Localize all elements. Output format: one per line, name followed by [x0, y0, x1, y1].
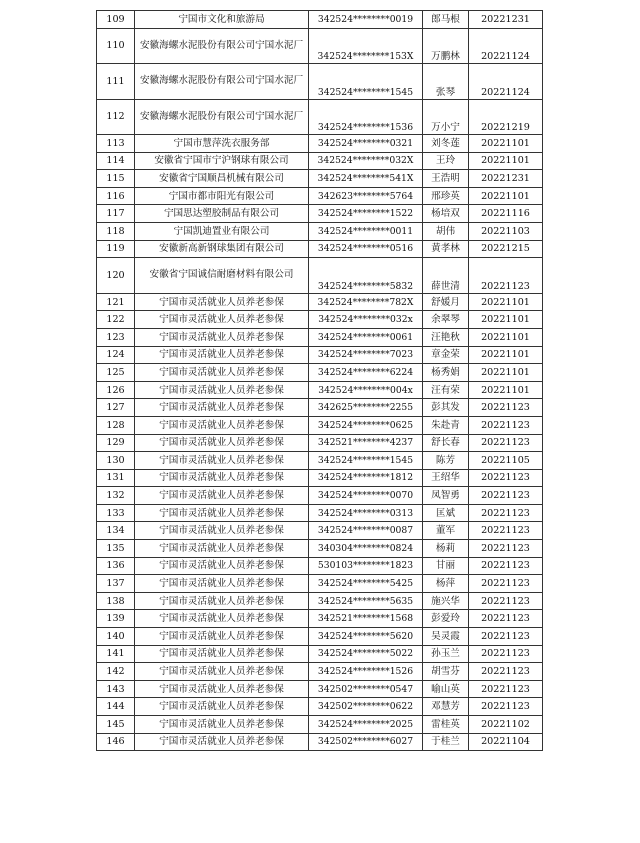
- unit-name-cell: 宁国市灵活就业人员养老参保: [135, 716, 309, 734]
- unit-name-cell: 宁国市灵活就业人员养老参保: [135, 610, 309, 628]
- row-number-cell: 125: [97, 364, 135, 382]
- id-number-cell: 342524********541X: [309, 170, 423, 188]
- table-row: [97, 328, 543, 346]
- date-cell: 20221101: [469, 346, 543, 364]
- id-number-cell: 530103********1823: [309, 557, 423, 575]
- row-number-cell: 121: [97, 293, 135, 311]
- unit-name-cell: 宁国市灵活就业人员养老参保: [135, 698, 309, 716]
- date-cell: 20221123: [469, 610, 543, 628]
- person-name-cell: 张琴: [423, 64, 469, 100]
- person-name-cell: 薛世清: [423, 258, 469, 294]
- date-cell: 20221123: [469, 434, 543, 452]
- table-row: [97, 258, 543, 294]
- person-name-cell: 甘丽: [423, 557, 469, 575]
- date-cell: 20221124: [469, 28, 543, 64]
- table-row: [97, 99, 543, 135]
- unit-name-cell: 安徽省宁国诚信耐磨材料有限公司: [135, 258, 309, 294]
- date-cell: 20221101: [469, 364, 543, 382]
- unit-name-cell: 宁国市灵活就业人员养老参保: [135, 364, 309, 382]
- unit-name-cell: 宁国市慧萍洗衣服务部: [135, 135, 309, 153]
- table-row: [97, 346, 543, 364]
- person-name-cell: 喻山英: [423, 680, 469, 698]
- row-number-cell: 144: [97, 698, 135, 716]
- unit-name-cell: 宁国市灵活就业人员养老参保: [135, 522, 309, 540]
- row-number-cell: 118: [97, 223, 135, 241]
- date-cell: 20221123: [469, 258, 543, 294]
- row-number-cell: 143: [97, 680, 135, 698]
- row-number-cell: 131: [97, 469, 135, 487]
- row-number-cell: 110: [97, 28, 135, 64]
- table-row: [97, 540, 543, 558]
- row-number-cell: 127: [97, 399, 135, 417]
- unit-name-cell: 宁国市都市阳光有限公司: [135, 187, 309, 205]
- row-number-cell: 112: [97, 99, 135, 135]
- person-name-cell: 邢珍英: [423, 187, 469, 205]
- person-name-cell: 邓慧芳: [423, 698, 469, 716]
- person-name-cell: 胡伟: [423, 223, 469, 241]
- person-name-cell: 万小宁: [423, 99, 469, 135]
- date-cell: 20221124: [469, 64, 543, 100]
- row-number-cell: 128: [97, 416, 135, 434]
- id-number-cell: 342524********1812: [309, 469, 423, 487]
- date-cell: 20221116: [469, 205, 543, 223]
- table-row: [97, 64, 543, 100]
- row-number-cell: 135: [97, 540, 135, 558]
- row-number-cell: 132: [97, 487, 135, 505]
- person-name-cell: 吴灵霞: [423, 628, 469, 646]
- unit-name-cell: 宁国市灵活就业人员养老参保: [135, 557, 309, 575]
- id-number-cell: 340304********0824: [309, 540, 423, 558]
- date-cell: 20221104: [469, 733, 543, 751]
- table-row: [97, 240, 543, 258]
- person-name-cell: 凤智勇: [423, 487, 469, 505]
- table-row: [97, 11, 543, 29]
- person-name-cell: 董军: [423, 522, 469, 540]
- date-cell: 20221123: [469, 399, 543, 417]
- date-cell: 20221231: [469, 170, 543, 188]
- person-name-cell: 朱赴青: [423, 416, 469, 434]
- id-number-cell: 342524********0313: [309, 504, 423, 522]
- table-row: [97, 293, 543, 311]
- person-name-cell: 彭爱玲: [423, 610, 469, 628]
- unit-name-cell: 宁国市灵活就业人员养老参保: [135, 575, 309, 593]
- table-row: [97, 28, 543, 64]
- unit-name-cell: 宁国市灵活就业人员养老参保: [135, 487, 309, 505]
- unit-name-cell: 宁国市灵活就业人员养老参保: [135, 381, 309, 399]
- table-row: [97, 469, 543, 487]
- table-row: [97, 575, 543, 593]
- table-row: [97, 187, 543, 205]
- person-name-cell: 陈芳: [423, 452, 469, 470]
- unit-name-cell: 宁国市灵活就业人员养老参保: [135, 592, 309, 610]
- row-number-cell: 115: [97, 170, 135, 188]
- row-number-cell: 113: [97, 135, 135, 153]
- id-number-cell: 342524********0019: [309, 11, 423, 29]
- id-number-cell: 342502********6027: [309, 733, 423, 751]
- id-number-cell: 342524********1545: [309, 452, 423, 470]
- id-number-cell: 342502********0547: [309, 680, 423, 698]
- unit-name-cell: 宁国市灵活就业人员养老参保: [135, 416, 309, 434]
- date-cell: 20221123: [469, 628, 543, 646]
- row-number-cell: 117: [97, 205, 135, 223]
- roster-table-body: [97, 11, 543, 751]
- person-name-cell: 舒长春: [423, 434, 469, 452]
- unit-name-cell: 宁国市灵活就业人员养老参保: [135, 628, 309, 646]
- person-name-cell: 匡斌: [423, 504, 469, 522]
- unit-name-cell: 安徽海螺水泥股份有限公司宁国水泥厂: [135, 28, 309, 64]
- unit-name-cell: 宁国市灵活就业人员养老参保: [135, 293, 309, 311]
- date-cell: 20221123: [469, 487, 543, 505]
- id-number-cell: 342524********0011: [309, 223, 423, 241]
- person-name-cell: 杨莉: [423, 540, 469, 558]
- date-cell: 20221123: [469, 522, 543, 540]
- table-row: [97, 311, 543, 329]
- id-number-cell: 342524********153X: [309, 28, 423, 64]
- person-name-cell: 万鹏林: [423, 28, 469, 64]
- unit-name-cell: 宁国市灵活就业人员养老参保: [135, 680, 309, 698]
- unit-name-cell: 安徽海螺水泥股份有限公司宁国水泥厂: [135, 64, 309, 100]
- id-number-cell: 342524********0087: [309, 522, 423, 540]
- person-name-cell: 彭其发: [423, 399, 469, 417]
- unit-name-cell: 宁国市灵活就业人员养老参保: [135, 346, 309, 364]
- date-cell: 20221123: [469, 504, 543, 522]
- id-number-cell: 342524********1522: [309, 205, 423, 223]
- person-name-cell: 于桂兰: [423, 733, 469, 751]
- row-number-cell: 140: [97, 628, 135, 646]
- person-name-cell: 黄孝林: [423, 240, 469, 258]
- id-number-cell: 342524********004x: [309, 381, 423, 399]
- table-row: [97, 434, 543, 452]
- unit-name-cell: 宁国市灵活就业人员养老参保: [135, 469, 309, 487]
- unit-name-cell: 宁国凯迪置业有限公司: [135, 223, 309, 241]
- row-number-cell: 116: [97, 187, 135, 205]
- person-name-cell: 舒媛月: [423, 293, 469, 311]
- id-number-cell: 342521********1568: [309, 610, 423, 628]
- table-row: [97, 152, 543, 170]
- date-cell: 20221101: [469, 187, 543, 205]
- table-row: [97, 698, 543, 716]
- row-number-cell: 111: [97, 64, 135, 100]
- unit-name-cell: 宁国市灵活就业人员养老参保: [135, 434, 309, 452]
- row-number-cell: 124: [97, 346, 135, 364]
- id-number-cell: 342623********5764: [309, 187, 423, 205]
- date-cell: 20221123: [469, 663, 543, 681]
- table-row: [97, 716, 543, 734]
- table-row: [97, 170, 543, 188]
- unit-name-cell: 宁国市灵活就业人员养老参保: [135, 452, 309, 470]
- id-number-cell: 342521********4237: [309, 434, 423, 452]
- unit-name-cell: 宁国市文化和旅游局: [135, 11, 309, 29]
- row-number-cell: 109: [97, 11, 135, 29]
- id-number-cell: 342524********782X: [309, 293, 423, 311]
- date-cell: 20221101: [469, 328, 543, 346]
- row-number-cell: 126: [97, 381, 135, 399]
- unit-name-cell: 安徽省宁国顺昌机械有限公司: [135, 170, 309, 188]
- table-row: [97, 504, 543, 522]
- person-name-cell: 胡雪芬: [423, 663, 469, 681]
- date-cell: 20221103: [469, 223, 543, 241]
- person-name-cell: 余翠琴: [423, 311, 469, 329]
- id-number-cell: 342524********0321: [309, 135, 423, 153]
- unit-name-cell: 宁国市灵活就业人员养老参保: [135, 399, 309, 417]
- table-row: [97, 522, 543, 540]
- id-number-cell: 342524********1536: [309, 99, 423, 135]
- id-number-cell: 342524********5425: [309, 575, 423, 593]
- table-row: [97, 628, 543, 646]
- date-cell: 20221123: [469, 592, 543, 610]
- date-cell: 20221123: [469, 680, 543, 698]
- unit-name-cell: 宁国思达塑胶制品有限公司: [135, 205, 309, 223]
- person-name-cell: 章金荣: [423, 346, 469, 364]
- date-cell: 20221123: [469, 575, 543, 593]
- table-row: [97, 663, 543, 681]
- table-row: [97, 364, 543, 382]
- id-number-cell: 342625********2255: [309, 399, 423, 417]
- row-number-cell: 134: [97, 522, 135, 540]
- id-number-cell: 342524********5635: [309, 592, 423, 610]
- table-row: [97, 223, 543, 241]
- row-number-cell: 146: [97, 733, 135, 751]
- date-cell: 20221101: [469, 293, 543, 311]
- person-name-cell: 杨萍: [423, 575, 469, 593]
- row-number-cell: 141: [97, 645, 135, 663]
- date-cell: 20221123: [469, 645, 543, 663]
- date-cell: 20221219: [469, 99, 543, 135]
- person-name-cell: 杨培双: [423, 205, 469, 223]
- date-cell: 20221101: [469, 381, 543, 399]
- person-name-cell: 王玲: [423, 152, 469, 170]
- unit-name-cell: 安徽新高新钢球集团有限公司: [135, 240, 309, 258]
- row-number-cell: 123: [97, 328, 135, 346]
- id-number-cell: 342524********7023: [309, 346, 423, 364]
- person-name-cell: 孙玉兰: [423, 645, 469, 663]
- unit-name-cell: 宁国市灵活就业人员养老参保: [135, 504, 309, 522]
- row-number-cell: 142: [97, 663, 135, 681]
- id-number-cell: 342524********0625: [309, 416, 423, 434]
- date-cell: 20221215: [469, 240, 543, 258]
- row-number-cell: 145: [97, 716, 135, 734]
- unit-name-cell: 安徽海螺水泥股份有限公司宁国水泥厂: [135, 99, 309, 135]
- unit-name-cell: 宁国市灵活就业人员养老参保: [135, 311, 309, 329]
- table-row: [97, 399, 543, 417]
- person-name-cell: 王浩明: [423, 170, 469, 188]
- id-number-cell: 342524********0070: [309, 487, 423, 505]
- person-name-cell: 施兴华: [423, 592, 469, 610]
- date-cell: 20221123: [469, 698, 543, 716]
- row-number-cell: 130: [97, 452, 135, 470]
- table-row: [97, 487, 543, 505]
- date-cell: 20221102: [469, 716, 543, 734]
- id-number-cell: 342524********0061: [309, 328, 423, 346]
- row-number-cell: 139: [97, 610, 135, 628]
- table-row: [97, 610, 543, 628]
- row-number-cell: 119: [97, 240, 135, 258]
- table-row: [97, 733, 543, 751]
- id-number-cell: 342524********1545: [309, 64, 423, 100]
- person-name-cell: 杨秀娟: [423, 364, 469, 382]
- id-number-cell: 342524********5832: [309, 258, 423, 294]
- unit-name-cell: 宁国市灵活就业人员养老参保: [135, 645, 309, 663]
- table-row: [97, 205, 543, 223]
- date-cell: 20221101: [469, 152, 543, 170]
- id-number-cell: 342524********6224: [309, 364, 423, 382]
- person-name-cell: 汪有荣: [423, 381, 469, 399]
- person-name-cell: 汪艳秋: [423, 328, 469, 346]
- unit-name-cell: 宁国市灵活就业人员养老参保: [135, 733, 309, 751]
- table-row: [97, 557, 543, 575]
- id-number-cell: 342524********5620: [309, 628, 423, 646]
- table-row: [97, 592, 543, 610]
- row-number-cell: 122: [97, 311, 135, 329]
- date-cell: 20221123: [469, 416, 543, 434]
- roster-table: [96, 10, 543, 751]
- row-number-cell: 136: [97, 557, 135, 575]
- date-cell: 20221101: [469, 135, 543, 153]
- table-row: [97, 135, 543, 153]
- unit-name-cell: 宁国市灵活就业人员养老参保: [135, 663, 309, 681]
- date-cell: 20221123: [469, 540, 543, 558]
- id-number-cell: 342502********0622: [309, 698, 423, 716]
- person-name-cell: 郎马根: [423, 11, 469, 29]
- person-name-cell: 刘冬莲: [423, 135, 469, 153]
- date-cell: 20221101: [469, 311, 543, 329]
- id-number-cell: 342524********032X: [309, 152, 423, 170]
- unit-name-cell: 宁国市灵活就业人员养老参保: [135, 328, 309, 346]
- id-number-cell: 342524********1526: [309, 663, 423, 681]
- date-cell: 20221105: [469, 452, 543, 470]
- table-row: [97, 680, 543, 698]
- person-name-cell: 雷桂英: [423, 716, 469, 734]
- row-number-cell: 137: [97, 575, 135, 593]
- row-number-cell: 114: [97, 152, 135, 170]
- date-cell: 20221123: [469, 557, 543, 575]
- row-number-cell: 129: [97, 434, 135, 452]
- table-row: [97, 645, 543, 663]
- id-number-cell: 342524********5022: [309, 645, 423, 663]
- id-number-cell: 342524********0516: [309, 240, 423, 258]
- row-number-cell: 138: [97, 592, 135, 610]
- row-number-cell: 133: [97, 504, 135, 522]
- date-cell: 20221123: [469, 469, 543, 487]
- table-row: [97, 416, 543, 434]
- table-row: [97, 381, 543, 399]
- unit-name-cell: 宁国市灵活就业人员养老参保: [135, 540, 309, 558]
- row-number-cell: 120: [97, 258, 135, 294]
- id-number-cell: 342524********2025: [309, 716, 423, 734]
- date-cell: 20221231: [469, 11, 543, 29]
- unit-name-cell: 安徽省宁国市宁沪钢球有限公司: [135, 152, 309, 170]
- id-number-cell: 342524********032x: [309, 311, 423, 329]
- person-name-cell: 王绍华: [423, 469, 469, 487]
- table-row: [97, 452, 543, 470]
